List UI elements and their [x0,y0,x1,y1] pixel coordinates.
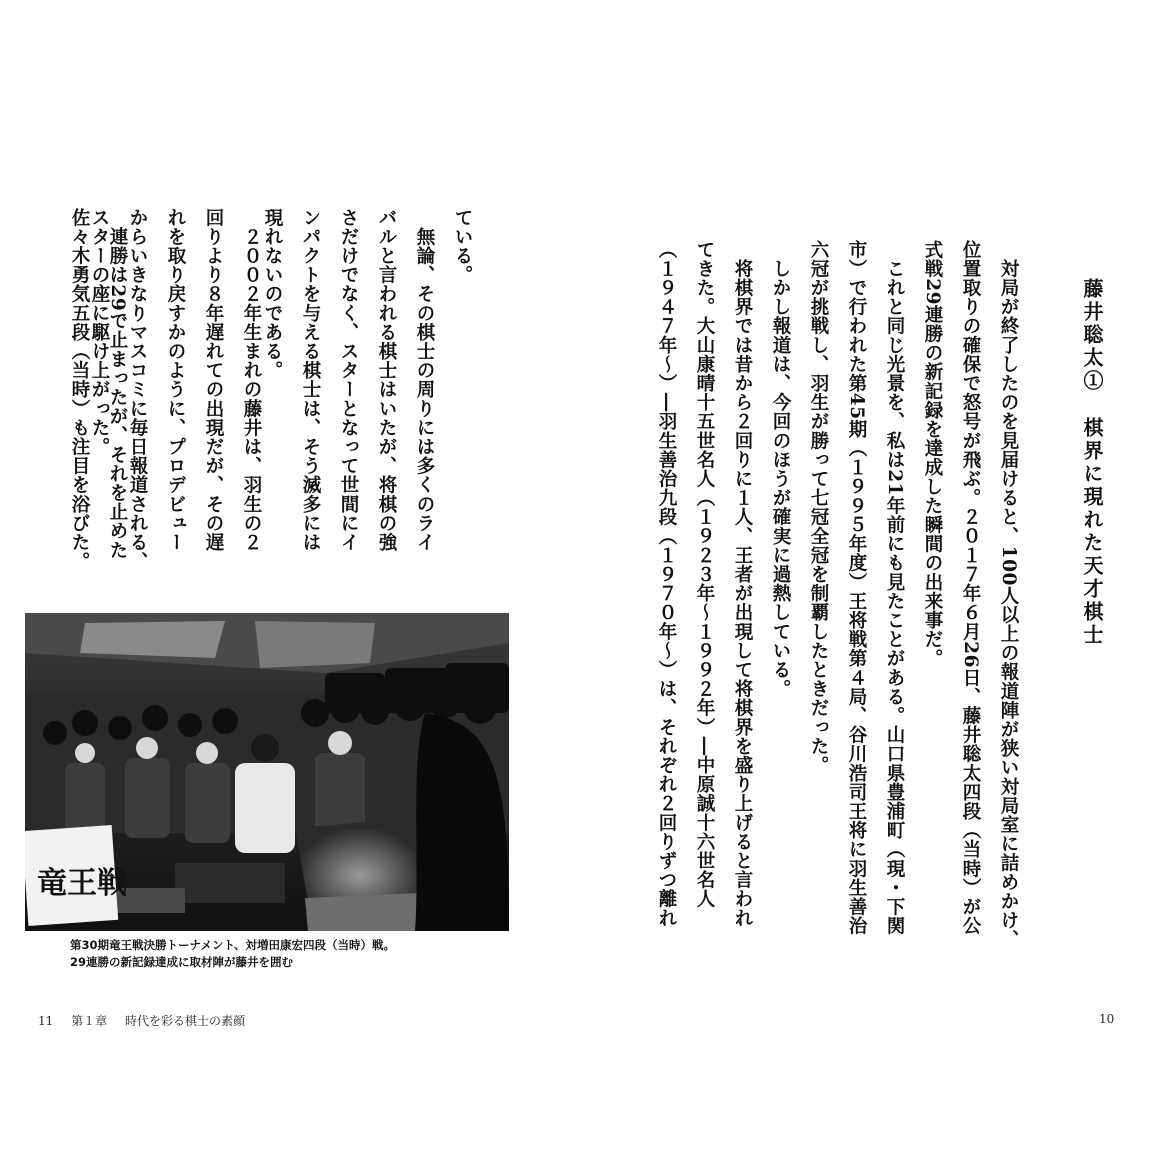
article-heading [1050,238,1134,647]
heading-name: 藤井聡太① [1080,277,1104,393]
right-body-col-8: 将棋界では昔から２回りに１人、王者が出現して将棋界を盛り上げると言われ [732,240,753,928]
left-body-col-4: さだけでなく、スターとなって世間にイ [338,208,359,552]
press-photo-illustration [25,613,509,931]
left-body-col-11: スターの座に駆け上がった。 [89,208,110,457]
right-body-col-3: 式戦29連勝の新記録を達成した瞬間の出来事だ。 [922,240,943,669]
left-page-number: 11 [38,1014,54,1028]
right-body-col-4: これと同じ光景を、私は21年前にも見たことがある。山口県豊浦町（現・下関 [884,240,905,936]
left-body-col-12: 連勝は29で止まったが、それを止めた [107,208,128,560]
right-body-col-10: （１９４７年～）―羽生善治九段（１９７０年～）は、それぞれ２回りずつ離れ [656,240,677,928]
right-body-col-7: しかし報道は、今回のほうが確実に過熱している。 [770,240,791,699]
right-body-col-2: 位置取りの確保で怒号が飛ぶ。２０１７年６月26日、藤井聡太四段（当時）が公 [960,240,981,936]
left-body-col-6: 現れないのである。 [262,208,283,380]
left-body-col-9: れを取り戻すかのように、プロデビュー [165,208,186,552]
press-photo [25,613,509,931]
left-body-col-8: 回りより８年遅れての出現だが、その遅 [203,208,224,552]
heading-title: 棋界に現れた天才棋士 [1080,416,1104,647]
banner-text: 竜王戦 [37,866,127,901]
right-body-col-9: てきた。大山康晴十五世名人（１９２３年～１９９２年）―中原誠十六世名人 [694,240,715,909]
chapter-title: 時代を彩る棋士の素顔 [124,1014,245,1028]
photo-caption-line-1: 第30期竜王戦決勝トーナメント、対増田康宏四段（当時）戦。 [70,938,396,952]
left-body-col-3: バルと言われる棋士はいたが、将棋の強 [376,208,397,552]
left-body-col-1: ている。 [452,208,473,285]
right-page-number: 10 [1099,1012,1115,1026]
left-page-footer [38,1012,245,1029]
left-body-col-10: からいきなりマスコミに毎日報道される、 [127,208,148,571]
left-body-col-7: ２００２年生まれの藤井は、羽生の２ [241,208,262,552]
left-body-col-13: 佐々木勇気五段（当時）も注目を浴びた。 [69,208,90,571]
right-body-col-6: 六冠が挑戦し、羽生が勝って七冠全冠を制覇したときだった。 [808,240,829,775]
chapter-label: 第１章 [71,1014,108,1028]
left-body-col-2: 無論、その棋士の周りには多くのライ [414,208,435,552]
left-body-col-5: ンパクトを与える棋士は、そう滅多には [300,208,321,552]
photo-caption-line-2: 29連勝の新記録達成に取材陣が藤井を囲む [70,955,294,969]
right-body-col-1: 対局が終了したのを見届けると、100人以上の報道陣が狭い対局室に詰めかけ、 [998,240,1019,949]
photo-caption [70,937,530,971]
right-body-col-5: 市）で行われた第45期（１９９５年度）王将戦第４局、谷川浩司王将に羽生善治 [846,240,867,936]
